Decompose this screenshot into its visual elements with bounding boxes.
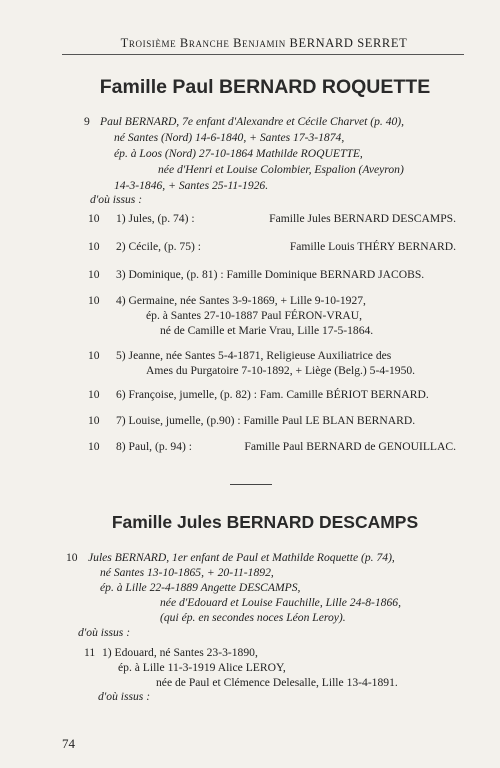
entry-line: Paul BERNARD, 7e enfant d'Alexandre et Cécile Charvet (p. 40),: [100, 115, 405, 128]
section-title-roquette: Famille Paul BERNARD ROQUETTE: [99, 76, 431, 98]
section-title-descamps: Famille Jules BERNARD DESCAMPS: [111, 512, 419, 532]
child-entry: née de Paul et Clémence Delesalle, Lille 13-4-1891.: [156, 676, 398, 689]
child-entry: 8) Paul, (p. 94) :: [116, 440, 192, 453]
child-entry: 7) Louise, jumelle, (p.90) : Famille Paul LE BLAN BERNARD.: [116, 414, 416, 427]
issue-label: d'où issus :: [78, 626, 131, 639]
entry-line: né Santes (Nord) 14-6-1840, + Santes 17-3-1874,: [114, 131, 345, 144]
child-generation: 10: [88, 414, 100, 427]
child-entry: 6) Françoise, jumelle, (p. 82) : Fam. Camille BÉRIOT BERNARD.: [116, 388, 429, 401]
child-generation: 10: [88, 440, 100, 453]
entry-line: 14-3-1846, + Santes 25-11-1926.: [114, 179, 269, 192]
child-generation: 10: [88, 212, 100, 225]
child-entry: 4) Germaine, née Santes 3-9-1869, + Lille 9-10-1927,: [116, 294, 366, 307]
section-divider: [230, 484, 272, 485]
entry-line: née d'Henri et Louise Colombier, Espalion (Aveyron): [158, 163, 404, 176]
child-entry: né de Camille et Marie Vrau, Lille 17-5-1864.: [160, 324, 374, 337]
child-generation: 10: [88, 349, 100, 362]
running-head: Troisième Branche Benjamin BERNARD SERRET: [120, 36, 408, 50]
page-number: 74: [62, 736, 75, 751]
entry-line: ép. à Loos (Nord) 27-10-1864 Mathilde ROQUETTE,: [114, 147, 363, 160]
child-entry: 3) Dominique, (p. 81) : Famille Dominique BERNARD JACOBS.: [116, 268, 425, 281]
child-generation: 10: [88, 240, 100, 253]
generation-number: 10: [66, 551, 78, 564]
child-generation: 10: [88, 268, 100, 281]
child-generation: 10: [88, 388, 100, 401]
child-entry: Ames du Purgatoire 7-10-1892, + Liège (Belg.) 5-4-1950.: [146, 364, 416, 377]
child-entry: 1) Jules, (p. 74) :: [116, 212, 195, 225]
child-entry: ép. à Santes 27-10-1887 Paul FÉRON-VRAU,: [146, 309, 363, 322]
entry-line: né Santes 13-10-1865, + 20-11-1892,: [100, 566, 274, 579]
header-rule: [62, 54, 464, 55]
entry-line: (qui ép. en secondes noces Léon Leroy).: [160, 611, 346, 624]
child-entry: 5) Jeanne, née Santes 5-4-1871, Religieuse Auxiliatrice des: [116, 349, 392, 362]
generation-number: 9: [84, 115, 90, 128]
entry-line: ép. à Lille 22-4-1889 Angette DESCAMPS,: [100, 581, 301, 594]
child-entry: ép. à Lille 11-3-1919 Alice LEROY,: [118, 661, 286, 674]
issue-label: d'où issus :: [90, 193, 143, 206]
entry-line: née d'Edouard et Louise Fauchille, Lille 24-8-1866,: [160, 596, 401, 609]
issue-label: d'où issus :: [98, 690, 151, 703]
child-family-ref: Famille Louis THÉRY BERNARD.: [289, 240, 456, 253]
child-family-ref: Famille Paul BERNARD de GENOUILLAC.: [244, 440, 456, 453]
child-entry: 1) Edouard, né Santes 23-3-1890,: [102, 646, 258, 659]
entry-line: Jules BERNARD, 1er enfant de Paul et Mathilde Roquette (p. 74),: [88, 551, 395, 564]
child-generation: 10: [88, 294, 100, 307]
child-family-ref: Famille Jules BERNARD DESCAMPS.: [269, 212, 456, 225]
child-entry: 2) Cécile, (p. 75) :: [116, 240, 201, 253]
child-generation: 11: [84, 646, 96, 659]
